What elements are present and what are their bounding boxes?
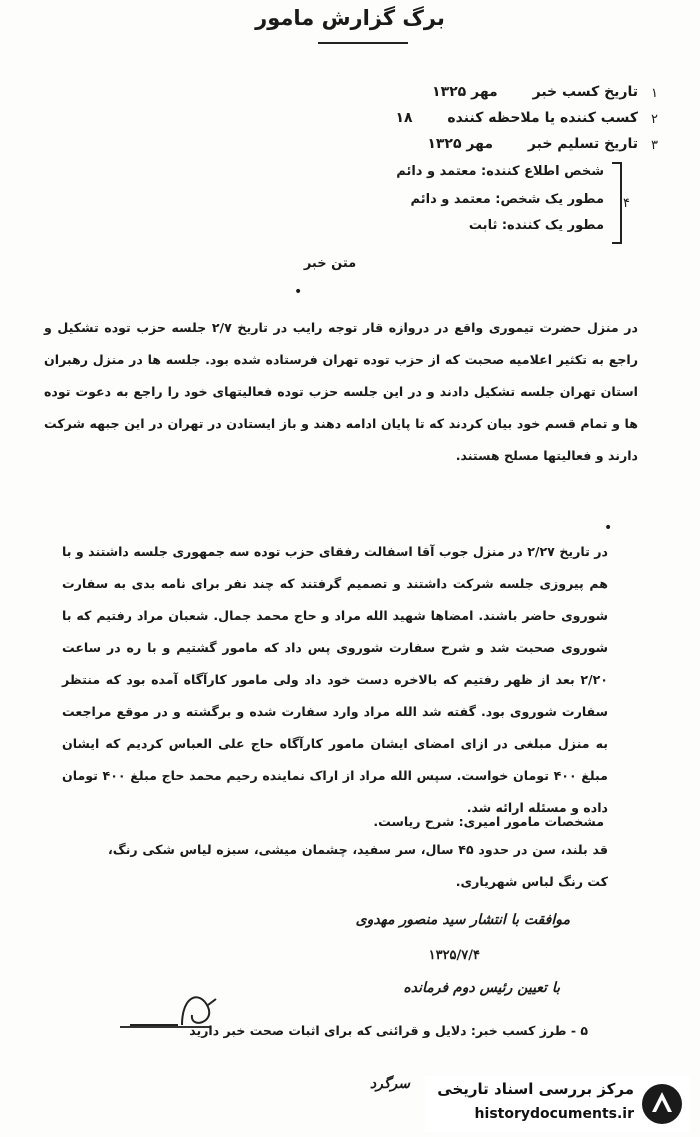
header-group-line-1: شخص اطلاع کننده: معتمد و دائم bbox=[396, 164, 604, 179]
header-value-2: ۱۸ bbox=[395, 110, 413, 126]
mark-dot: • bbox=[294, 284, 303, 300]
header-number-1: ۱ bbox=[651, 86, 658, 101]
archive-logo-icon bbox=[640, 1082, 684, 1126]
header-line-2 bbox=[395, 110, 638, 126]
header-group-line-2: مطور یک شخص: معتمد و دائم bbox=[410, 192, 604, 207]
paragraph-1: در منزل حضرت تیموری واقع در دروازه قار توجه رایب در تاریخ ۲/۷ جلسه حزب توده تشکیل و راجع به تکثیر اعلامیه صحبت که از حزب توده تهران فرستاده شده بود. جلسه ها در منزل رهبران استان تهران جلسه تشکیل دادند و در این جلسه حزب توده فعالیتهای خود را راجع به دعوت توده ها و تمام قسم خود بیان کردند که تا پایان ادامه دهند و باز ایستادن در تهران در این جبهه شرکت دارند و فعالیتها مسلح هستند. bbox=[44, 320, 638, 463]
signature-line-1: موافقت با انتشار سید منصور مهدوی bbox=[355, 912, 570, 928]
header-group-line-3: مطور یک کننده: ثابت bbox=[468, 218, 604, 233]
watermark-name: مرکز بررسی اسناد تاریخی bbox=[437, 1080, 634, 1098]
header-value-1: مهر ۱۳۲۵ bbox=[432, 84, 498, 100]
header-value-3: مهر ۱۳۲۵ bbox=[427, 136, 494, 152]
header-label-3: تاریخ تسلیم خبر bbox=[527, 136, 638, 152]
watermark-url: historydocuments.ir bbox=[474, 1106, 634, 1122]
document-title: برگ گزارش مامور bbox=[255, 6, 445, 30]
header-line-1 bbox=[432, 84, 638, 100]
title-underline bbox=[318, 42, 408, 44]
subject-label: متن خبر bbox=[303, 256, 357, 271]
date-stamp: ۱۳۲۵/۷/۴ bbox=[428, 948, 480, 963]
header-line-3 bbox=[427, 136, 638, 152]
watermark bbox=[425, 1076, 690, 1132]
paragraph-3: مشخصات مامور امیری: شرح ریاست. bbox=[373, 814, 604, 829]
paragraph-2: در تاریخ ۲/۲۷ در منزل جوب آقا اسفالت رفقای حزب توده سه جمهوری جلسه داشتند و با هم پیروزی جلسه شرکت داشتند و تصمیم گرفتند که چند نفر برای نامه بدی به سفارت شوروی حاضر باشند. امضاها شهید الله مراد و حاج محمد جمال. شعبان مراد رفتیم که با شوروی صحبت شد و شرح سفارت شوروی پس داد که مامور گشتیم و با ره در ساعت ۲/۲۰ بعد از ظهر رفتیم که بالاخره دست خود داد ولی مامور کارآگاه آمده بود که منتظر سفارت شوروی بود. گفته شد الله مراد وارد سفارت شده و برگشته و در موقع مراجعت به منزل مبلغی در ازای امضای ایشان مامور کارآگاه حاج علی العباس کردیم که ایشان مبلغ ۴۰۰ تومان خواست. سپس الله مراد از اراک نماینده رحیم محمد حاج مبلغ ۴۰۰ تومان داده و مسئله ارائه شد. bbox=[62, 544, 608, 815]
header-number-2: ۲ bbox=[651, 112, 658, 127]
header-number-4: ۴ bbox=[623, 196, 630, 211]
header-number-3: ۳ bbox=[651, 138, 658, 153]
footer-signature: سرگرد bbox=[369, 1076, 410, 1092]
paragraph-4: قد بلند، سن در حدود ۴۵ سال، سر سفید، چشمان میشی، سبزه لیاس شکی رنگ، کت رنگ لباس شهریاری. bbox=[108, 842, 608, 889]
header-label-2: کسب کننده یا ملاحظه کننده bbox=[447, 110, 638, 126]
footer-note: ۵ - طرز کسب خبر: دلایل و قرائنی که برای اثبات صحت خبر دارید bbox=[189, 1023, 588, 1038]
mark-dot: • bbox=[604, 520, 613, 536]
signature-line-2: با تعیین رئیس دوم فرمانده bbox=[403, 980, 560, 996]
header-label-1: تاریخ کسب خبر bbox=[532, 84, 638, 100]
header-bracket bbox=[612, 162, 622, 244]
